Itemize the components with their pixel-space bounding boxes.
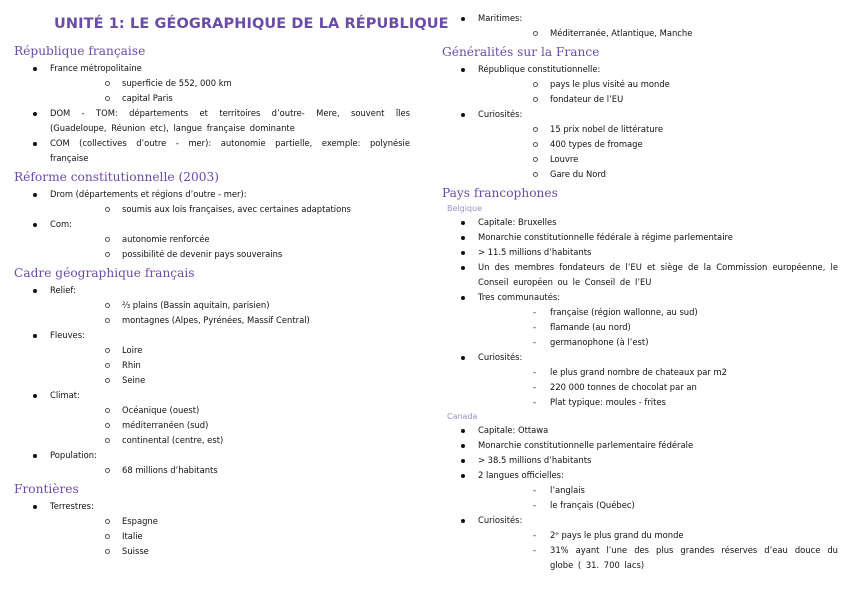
list-item: Relief: ⅔ plains (Bassin aquitain, parisien) montagnes (Alpes, Pyrénées, Massif Central) xyxy=(14,283,410,328)
right-column xyxy=(442,11,838,573)
list-item: Un des membres fondateurs de l’EU et siège de la Commission européenne, le Conseil européen ou le Conseil de l’EU xyxy=(442,260,838,290)
list-item: pays le plus visité au monde xyxy=(478,77,838,92)
list-item: Com: autonomie renforcée possibilité de devenir pays souverains xyxy=(14,217,410,262)
heading-generalites: Généralités sur la France xyxy=(442,45,600,59)
list-item: superficie de 552, 000 km xyxy=(50,76,410,91)
belgique-list xyxy=(442,215,838,410)
heading-cadre-geographique: Cadre géographique français xyxy=(14,266,195,280)
list-item: Italie xyxy=(50,529,410,544)
list-item: ⅔ plains (Bassin aquitain, parisien) xyxy=(50,298,410,313)
generalites-list xyxy=(442,62,838,182)
list-item: République constitutionnelle: pays le plus visité au monde fondateur de l’EU xyxy=(442,62,838,107)
list-item: - germanophone (à l’est) xyxy=(478,335,838,350)
left-column xyxy=(14,0,449,559)
list-item: Espagne xyxy=(50,514,410,529)
page-title: UNITÉ 1: LE GÉOGRAPHIQUE DE LA RÉPUBLIQUE xyxy=(54,16,449,32)
list-item: Drom (départements et régions d’outre - mer): soumis aux lois françaises, avec certaines adaptations xyxy=(14,187,410,217)
reforme-list xyxy=(14,187,410,262)
subheading-canada: Canada xyxy=(447,412,478,421)
list-item: Suisse xyxy=(50,544,410,559)
list-item: Curiosités: 15 prix nobel de littérature 400 types de fromage Louvre Gare du Nord xyxy=(442,107,838,182)
list-item: Tres communautés: - française (région wallonne, au sud) - flamande (au nord) - germanophone (à l’est) xyxy=(442,290,838,350)
subheading-belgique: Belgique xyxy=(447,204,483,213)
list-item: - 2ᵉ pays le plus grand du monde xyxy=(478,528,838,543)
list-item: Curiosités: - le plus grand nombre de chateaux par m2 - 220 000 tonnes de chocolat par an - Plat typique: moules - frites xyxy=(442,350,838,410)
list-item: 15 prix nobel de littérature xyxy=(478,122,838,137)
list-item: Terrestres: Espagne Italie Suisse xyxy=(14,499,410,559)
list-item: Seine xyxy=(50,373,410,388)
list-item: France métropolitaine superficie de 552, 000 km capital Paris xyxy=(14,61,410,106)
list-item: - l’anglais xyxy=(478,483,838,498)
frontieres-list xyxy=(14,499,410,559)
list-item: Monarchie constitutionnelle fédérale à régime parlementaire xyxy=(442,230,838,245)
list-item: Fleuves: Loire Rhin Seine xyxy=(14,328,410,388)
list-item: Loire xyxy=(50,343,410,358)
canada-list xyxy=(442,423,838,573)
list-item: Gare du Nord xyxy=(478,167,838,182)
list-item: Monarchie constitutionnelle parlementaire fédérale xyxy=(442,438,838,453)
list-item: - flamande (au nord) xyxy=(478,320,838,335)
maritimes-list xyxy=(442,11,838,41)
heading-republique-francaise: République française xyxy=(14,44,146,58)
list-item: Climat: Océanique (ouest) méditerranéen (sud) continental (centre, est) xyxy=(14,388,410,448)
list-item: - 220 000 tonnes de chocolat par an xyxy=(478,380,838,395)
heading-pays-francophones: Pays francophones xyxy=(442,186,558,200)
list-item: 68 millions d’habitants xyxy=(50,463,410,478)
heading-reforme-constitutionnelle: Réforme constitutionnelle (2003) xyxy=(14,170,219,184)
list-item: soumis aux lois françaises, avec certaines adaptations xyxy=(50,202,410,217)
republique-list xyxy=(14,61,410,166)
list-item: Rhin xyxy=(50,358,410,373)
list-item: > 11.5 millions d’habitants xyxy=(442,245,838,260)
list-item: autonomie renforcée xyxy=(50,232,410,247)
heading-frontieres: Frontières xyxy=(14,482,79,496)
list-item: DOM - TOM: départements et territoires d’outre- Mere, souvent îles (Guadeloupe, Réunion etc), langue française dominante xyxy=(14,106,410,136)
list-item: 400 types de fromage xyxy=(478,137,838,152)
list-item: possibilité de devenir pays souverains xyxy=(50,247,410,262)
list-item: montagnes (Alpes, Pyrénées, Massif Central) xyxy=(50,313,410,328)
list-item: capital Paris xyxy=(50,91,410,106)
list-item: Population: 68 millions d’habitants xyxy=(14,448,410,478)
list-item: continental (centre, est) xyxy=(50,433,410,448)
list-item: 2 langues officielles: - l’anglais - le français (Québec) xyxy=(442,468,838,513)
list-item: COM (collectives d’outre - mer): autonomie partielle, exemple: polynésie française xyxy=(14,136,410,166)
cadre-list xyxy=(14,283,410,478)
list-item: Capitale: Ottawa xyxy=(442,423,838,438)
list-item: Capitale: Bruxelles xyxy=(442,215,838,230)
list-item: Méditerranée, Atlantique, Manche xyxy=(478,26,838,41)
list-item: méditerranéen (sud) xyxy=(50,418,410,433)
list-item: - 31% ayant l’une des plus grandes réserves d’eau douce du globe ( 31. 700 lacs) xyxy=(478,543,838,573)
list-item: Louvre xyxy=(478,152,838,167)
list-item: Maritimes: Méditerranée, Atlantique, Manche xyxy=(442,11,838,41)
list-item: - le plus grand nombre de chateaux par m2 xyxy=(478,365,838,380)
list-item: Curiosités: - 2ᵉ pays le plus grand du monde - 31% ayant l’une des plus grandes réserves d’eau douce du globe ( 31. 700 lacs) xyxy=(442,513,838,573)
list-item: - Plat typique: moules - frites xyxy=(478,395,838,410)
list-item: fondateur de l’EU xyxy=(478,92,838,107)
list-item: Océanique (ouest) xyxy=(50,403,410,418)
list-item: - le français (Québec) xyxy=(478,498,838,513)
list-item: > 38.5 millions d’habitants xyxy=(442,453,838,468)
list-item: - française (région wallonne, au sud) xyxy=(478,305,838,320)
